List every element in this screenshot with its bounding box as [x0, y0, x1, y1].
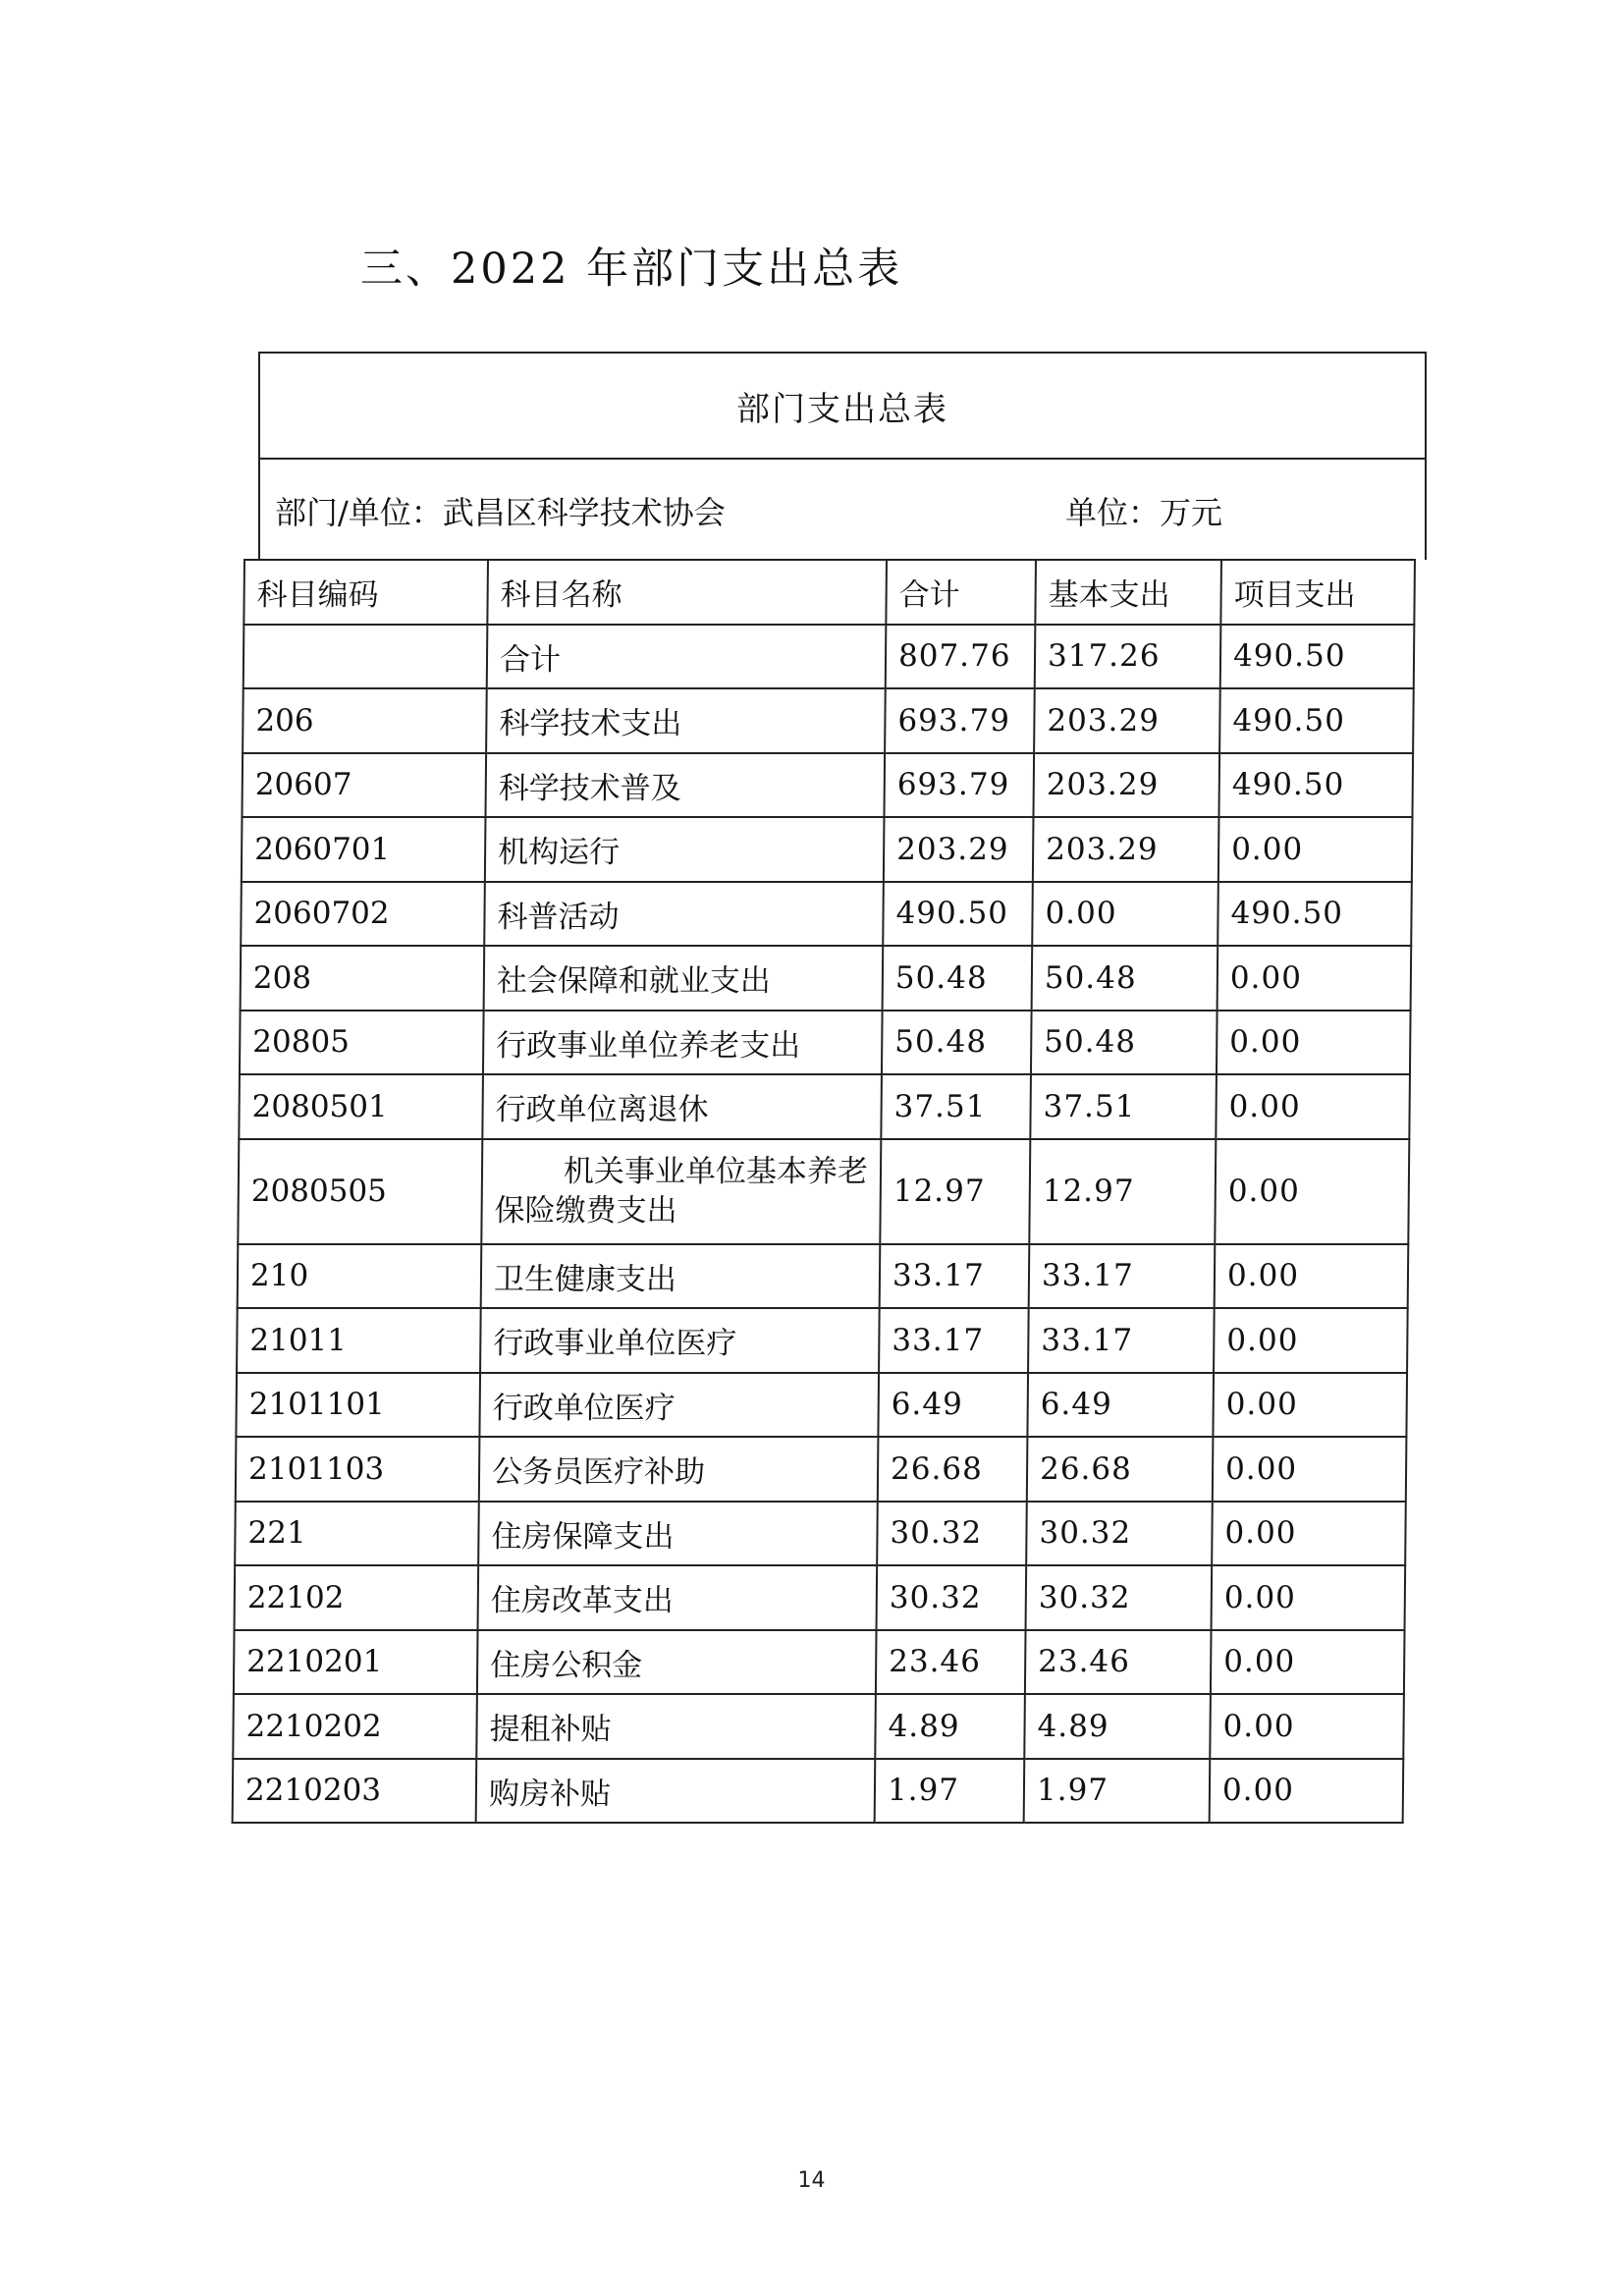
code-cell: 206 — [243, 688, 487, 753]
page-number: 14 — [797, 2168, 826, 2193]
table-row — [241, 946, 1412, 1011]
name-cell: 科普活动 — [484, 882, 884, 947]
basic-cell: 23.46 — [1025, 1630, 1212, 1695]
name-cell: 合计 — [487, 625, 887, 689]
code-cell: 210 — [238, 1244, 482, 1309]
total-cell: 12.97 — [880, 1139, 1030, 1244]
table-row — [235, 1565, 1406, 1630]
code-cell: 20607 — [242, 753, 486, 818]
name-cell: 行政事业单位医疗 — [480, 1308, 880, 1373]
table-row — [240, 1011, 1411, 1075]
name-cell: 公务员医疗补助 — [479, 1437, 879, 1502]
total-cell: 4.89 — [875, 1694, 1025, 1759]
code-cell: 2210203 — [233, 1759, 477, 1824]
basic-cell: 37.51 — [1030, 1074, 1217, 1139]
total-cell: 203.29 — [884, 817, 1034, 882]
project-cell: 0.00 — [1217, 1011, 1411, 1075]
header-basic: 基本支出 — [1035, 560, 1221, 625]
table-row — [243, 688, 1414, 753]
code-cell: 2210202 — [233, 1694, 477, 1759]
project-cell: 0.00 — [1210, 1759, 1404, 1824]
project-cell: 0.00 — [1210, 1694, 1404, 1759]
code-cell: 221 — [235, 1502, 479, 1566]
project-cell: 0.00 — [1215, 1244, 1409, 1309]
project-cell: 490.50 — [1218, 753, 1413, 818]
unit-label: 单位：万元 — [1065, 494, 1223, 531]
section-heading: 三、2022 年部门支出总表 — [360, 245, 903, 294]
total-cell: 807.76 — [886, 625, 1036, 689]
name-cell: 购房补贴 — [476, 1759, 876, 1824]
basic-cell: 317.26 — [1035, 625, 1221, 689]
basic-cell: 30.32 — [1026, 1502, 1213, 1566]
total-cell: 693.79 — [884, 753, 1034, 818]
table-row — [242, 753, 1413, 818]
name-cell: 行政单位医疗 — [479, 1373, 879, 1438]
header-total: 合计 — [886, 560, 1036, 625]
total-cell: 1.97 — [875, 1759, 1025, 1824]
project-cell: 0.00 — [1216, 1074, 1410, 1139]
table-row — [236, 1373, 1407, 1438]
basic-cell: 26.68 — [1027, 1437, 1214, 1502]
code-cell: 2060702 — [241, 882, 485, 947]
basic-cell: 203.29 — [1033, 753, 1219, 818]
name-cell: 行政单位离退休 — [482, 1074, 882, 1139]
basic-cell: 4.89 — [1024, 1694, 1211, 1759]
basic-cell: 30.32 — [1026, 1565, 1213, 1630]
total-cell: 30.32 — [877, 1502, 1027, 1566]
total-cell: 50.48 — [883, 946, 1033, 1011]
project-cell: 0.00 — [1213, 1373, 1407, 1438]
basic-cell: 33.17 — [1028, 1308, 1215, 1373]
project-cell: 0.00 — [1217, 946, 1412, 1011]
project-cell: 490.50 — [1220, 625, 1415, 689]
code-cell: 2080501 — [239, 1074, 483, 1139]
project-cell: 0.00 — [1211, 1630, 1405, 1695]
name-cell: 科学技术支出 — [486, 688, 886, 753]
code-cell: 2101101 — [236, 1373, 480, 1438]
basic-cell: 0.00 — [1032, 882, 1218, 947]
basic-cell: 50.48 — [1032, 946, 1218, 1011]
table-row — [243, 625, 1415, 689]
name-cell: 科学技术普及 — [485, 753, 885, 818]
project-cell: 0.00 — [1214, 1308, 1408, 1373]
total-cell: 26.68 — [878, 1437, 1028, 1502]
table-row — [241, 882, 1412, 947]
total-cell: 693.79 — [885, 688, 1035, 753]
table-row — [238, 1244, 1409, 1309]
basic-cell: 33.17 — [1029, 1244, 1216, 1309]
project-cell: 0.00 — [1215, 1139, 1409, 1244]
table-row — [235, 1502, 1406, 1566]
table-row — [234, 1630, 1405, 1695]
project-cell: 0.00 — [1212, 1565, 1406, 1630]
table-header-frame — [258, 352, 1427, 560]
header-code: 科目编码 — [243, 560, 488, 625]
code-cell — [243, 625, 488, 689]
project-cell: 490.50 — [1219, 688, 1414, 753]
project-cell: 490.50 — [1217, 882, 1412, 947]
table-row — [237, 1308, 1408, 1373]
header-project: 项目支出 — [1220, 560, 1415, 625]
total-cell: 6.49 — [878, 1373, 1028, 1438]
code-cell: 2060701 — [242, 817, 486, 882]
name-cell: 机构运行 — [485, 817, 885, 882]
basic-cell: 203.29 — [1034, 688, 1220, 753]
table-row — [238, 1139, 1409, 1244]
project-cell: 0.00 — [1218, 817, 1413, 882]
header-name: 科目名称 — [487, 560, 887, 625]
basic-cell: 12.97 — [1029, 1139, 1216, 1244]
name-cell: 社会保障和就业支出 — [484, 946, 884, 1011]
code-cell: 208 — [241, 946, 485, 1011]
project-cell: 0.00 — [1212, 1502, 1406, 1566]
name-cell: 住房保障支出 — [478, 1502, 878, 1566]
department-line — [260, 460, 1425, 562]
code-cell: 21011 — [237, 1308, 481, 1373]
basic-cell: 203.29 — [1033, 817, 1219, 882]
total-cell: 50.48 — [882, 1011, 1032, 1075]
expenditure-table — [232, 559, 1416, 1824]
name-cell: 卫生健康支出 — [481, 1244, 881, 1309]
name-cell: 住房改革支出 — [478, 1565, 878, 1630]
header-row — [243, 560, 1415, 625]
code-cell: 2210201 — [234, 1630, 478, 1695]
code-cell: 22102 — [235, 1565, 479, 1630]
table-row — [239, 1074, 1410, 1139]
project-cell: 0.00 — [1213, 1437, 1407, 1502]
table-row — [233, 1759, 1404, 1824]
table-row — [242, 817, 1413, 882]
total-cell: 30.32 — [877, 1565, 1027, 1630]
basic-cell: 1.97 — [1024, 1759, 1211, 1824]
total-cell: 33.17 — [879, 1308, 1029, 1373]
code-cell: 2080505 — [238, 1139, 482, 1244]
total-cell: 23.46 — [876, 1630, 1026, 1695]
total-cell: 37.51 — [881, 1074, 1031, 1139]
total-cell: 490.50 — [883, 882, 1033, 947]
basic-cell: 50.48 — [1031, 1011, 1217, 1075]
total-cell: 33.17 — [880, 1244, 1030, 1309]
code-cell: 2101103 — [236, 1437, 480, 1502]
name-cell: 机关事业单位基本养老保险缴费支出 — [481, 1139, 881, 1244]
table-title: 部门支出总表 — [260, 354, 1425, 460]
table-row — [236, 1437, 1407, 1502]
table-row — [233, 1694, 1404, 1759]
name-cell: 提租补贴 — [476, 1694, 876, 1759]
name-cell: 行政事业单位养老支出 — [483, 1011, 883, 1075]
department-label: 部门/单位：武昌区科学技术协会 — [275, 494, 726, 531]
name-cell: 住房公积金 — [477, 1630, 877, 1695]
code-cell: 20805 — [240, 1011, 484, 1075]
basic-cell: 6.49 — [1027, 1373, 1214, 1438]
